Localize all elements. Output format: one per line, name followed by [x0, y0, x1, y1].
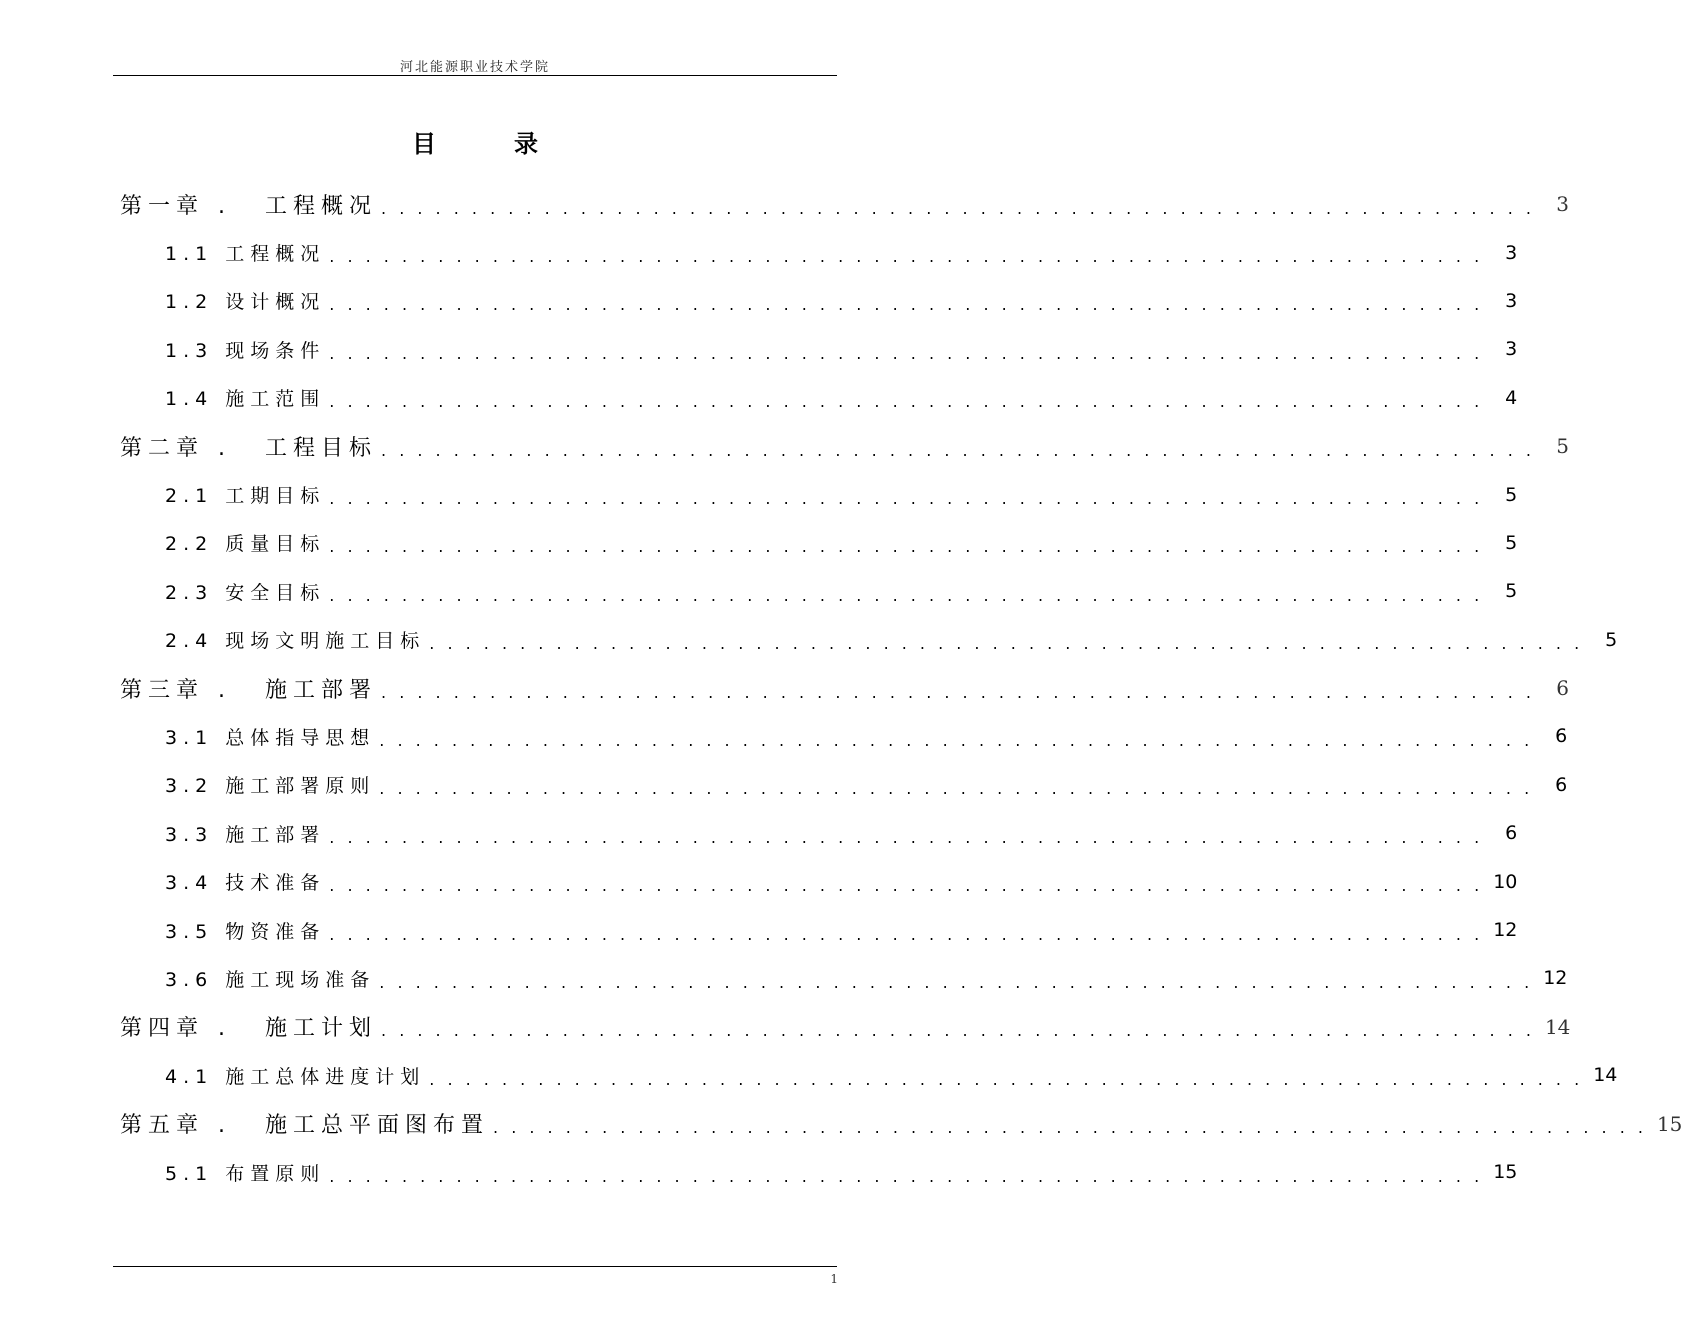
toc-section-entry[interactable]	[120, 761, 1568, 809]
toc-chapter-title: 施工计划	[265, 1016, 378, 1042]
toc-page-number: 6	[1555, 725, 1568, 748]
toc-entry-label: 2.1 工期目标	[165, 485, 326, 508]
toc-dot-leader: . . . . . . . . . . . . . . . . . . . . . . . . . . . . . . . . . . . . . . . . . . . . . . . . . . . . . . . . . . . . . . . .	[379, 779, 1534, 799]
toc-section-entry[interactable]	[120, 519, 1518, 567]
toc-entry-label	[120, 673, 377, 704]
toc-entry-label: 1.4 施工范围	[165, 388, 326, 411]
toc-page-number: 15	[1493, 1161, 1518, 1183]
toc-page-number: 3	[1556, 192, 1569, 217]
toc-dot-leader: . . . . . . . . . . . . . . . . . . . . . . . . . . . . . . . . . . . . . . . . . . . . . . . . . . . . . . . . . . . . . . . .	[329, 537, 1484, 557]
toc-page-number: 3	[1505, 241, 1518, 264]
toc-section-entry[interactable]	[120, 616, 1618, 664]
toc-page-number: 3	[1505, 338, 1518, 361]
toc-dot-leader: . . . . . . . . . . . . . . . . . . . . . . . . . . . . . . . . . . . . . . . . . . . . . . . . . . . . . . . . . . . . . . . .	[329, 1166, 1484, 1186]
toc-section-entry[interactable]	[120, 1051, 1618, 1099]
toc-entry-label: 2.2 质量目标	[165, 533, 326, 556]
header-title: 河北能源职业技术学院	[399, 60, 550, 75]
toc-entry-label: 2.4 现场文明施工目标	[165, 630, 426, 653]
toc-chapter-separator: .	[218, 677, 232, 703]
toc-page-number: 14	[1593, 1064, 1618, 1087]
toc-page-number: 12	[1493, 919, 1518, 942]
toc-entry-label	[120, 1011, 377, 1042]
toc-chapter-title: 工程目标	[265, 435, 378, 461]
toc-dot-leader: . . . . . . . . . . . . . . . . . . . . . . . . . . . . . . . . . . . . . . . . . . . . . . . . . . . . . . . . . . . . . . . .	[329, 489, 1484, 509]
toc-entry-label	[120, 431, 377, 462]
toc-entry-label: 2.3 安全目标	[165, 581, 326, 604]
toc-title-left: 目	[412, 130, 436, 158]
toc-chapter-number: 第三章	[120, 677, 205, 703]
footer-page-number: 1	[830, 1272, 838, 1286]
toc-page-number: 6	[1556, 676, 1569, 701]
toc-entry-label	[120, 1108, 489, 1139]
toc-entry-label: 3.4 技术准备	[165, 872, 326, 895]
toc-page-number: 5	[1556, 434, 1569, 459]
header-rule	[113, 75, 837, 76]
toc-dot-leader: . . . . . . . . . . . . . . . . . . . . . . . . . . . . . . . . . . . . . . . . . . . . . . . . . . . . . . . . . . . . . . . .	[381, 682, 1535, 702]
toc-section-entry[interactable]	[120, 470, 1518, 518]
toc-section-entry[interactable]	[120, 857, 1518, 905]
toc-entry-label: 1.1 工程概况	[165, 243, 326, 266]
toc-page-number: 5	[1505, 580, 1518, 603]
toc-chapter-entry[interactable]	[120, 664, 1569, 712]
toc-chapter-title: 工程概况	[265, 193, 378, 219]
toc-entry-label: 3.1 总体指导思想	[165, 726, 376, 749]
toc-dot-leader: . . . . . . . . . . . . . . . . . . . . . . . . . . . . . . . . . . . . . . . . . . . . . . . . . . . . . . . . . . . . . . . .	[381, 198, 1535, 218]
toc-section-entry[interactable]	[120, 277, 1518, 325]
toc-page-number: 15	[1656, 1111, 1682, 1136]
toc-page-number: 5	[1505, 483, 1518, 506]
toc-chapter-number: 第五章	[120, 1113, 205, 1139]
toc-dot-leader: . . . . . . . . . . . . . . . . . . . . . . . . . . . . . . . . . . . . . . . . . . . . . . . . . . . . . . . . . . . . . . . .	[329, 247, 1484, 267]
toc-section-entry[interactable]	[120, 228, 1518, 276]
toc-chapter-entry[interactable]	[120, 422, 1569, 470]
toc-section-entry[interactable]	[120, 712, 1568, 760]
toc-section-entry[interactable]	[120, 906, 1518, 954]
toc-dot-leader: . . . . . . . . . . . . . . . . . . . . . . . . . . . . . . . . . . . . . . . . . . . . . . . . . . . . . . . . . . . . . . . .	[381, 440, 1535, 460]
toc-entry-label: 4.1 施工总体进度计划	[165, 1065, 426, 1088]
toc-page-number: 5	[1505, 531, 1518, 554]
toc-chapter-separator: .	[218, 1113, 232, 1139]
toc-dot-leader: . . . . . . . . . . . . . . . . . . . . . . . . . . . . . . . . . . . . . . . . . . . . . . . . . . . . . . . . . . . . . . . .	[493, 1118, 1647, 1138]
toc-chapter-entry[interactable]	[120, 180, 1569, 228]
toc-entry-label: 1.3 现场条件	[165, 339, 326, 362]
toc-page-number: 3	[1505, 289, 1518, 312]
footer-rule	[113, 1266, 837, 1267]
toc-section-entry[interactable]	[120, 954, 1568, 1002]
toc-page-number: 6	[1555, 773, 1568, 796]
toc-chapter-number: 第四章	[120, 1016, 205, 1042]
toc-dot-leader: . . . . . . . . . . . . . . . . . . . . . . . . . . . . . . . . . . . . . . . . . . . . . . . . . . . . . . . . . . . . . . . .	[381, 1021, 1535, 1041]
toc-dot-leader: . . . . . . . . . . . . . . . . . . . . . . . . . . . . . . . . . . . . . . . . . . . . . . . . . . . . . . . . . . . . . . . .	[329, 392, 1484, 412]
toc-chapter-entry[interactable]	[120, 1099, 1682, 1147]
toc-entry-label	[120, 189, 377, 220]
toc-page-number: 12	[1543, 967, 1568, 990]
toc-page-number: 5	[1605, 628, 1618, 651]
toc-dot-leader: . . . . . . . . . . . . . . . . . . . . . . . . . . . . . . . . . . . . . . . . . . . . . . . . . . . . . . . . . . . . . . . .	[429, 1069, 1584, 1089]
toc-dot-leader: . . . . . . . . . . . . . . . . . . . . . . . . . . . . . . . . . . . . . . . . . . . . . . . . . . . . . . . . . . . . . . . .	[329, 827, 1484, 847]
toc-page-number: 10	[1493, 870, 1518, 893]
toc-dot-leader: . . . . . . . . . . . . . . . . . . . . . . . . . . . . . . . . . . . . . . . . . . . . . . . . . . . . . . . . . . . . . . . .	[329, 295, 1484, 315]
toc-section-entry[interactable]	[120, 1148, 1518, 1196]
toc-dot-leader: . . . . . . . . . . . . . . . . . . . . . . . . . . . . . . . . . . . . . . . . . . . . . . . . . . . . . . . . . . . . . . . .	[329, 585, 1484, 605]
toc-chapter-separator: .	[218, 193, 232, 219]
toc-title-right: 录	[514, 130, 538, 158]
toc-chapter-title: 施工部署	[265, 677, 378, 703]
toc-entry-label: 3.3 施工部署	[165, 823, 326, 846]
toc-entry-label: 3.5 物资准备	[165, 920, 326, 943]
toc-dot-leader: . . . . . . . . . . . . . . . . . . . . . . . . . . . . . . . . . . . . . . . . . . . . . . . . . . . . . . . . . . . . . . . .	[329, 924, 1484, 944]
toc-section-entry[interactable]	[120, 374, 1518, 422]
toc-dot-leader: . . . . . . . . . . . . . . . . . . . . . . . . . . . . . . . . . . . . . . . . . . . . . . . . . . . . . . . . . . . . . . . .	[379, 972, 1534, 992]
toc-dot-leader: . . . . . . . . . . . . . . . . . . . . . . . . . . . . . . . . . . . . . . . . . . . . . . . . . . . . . . . . . . . . . . . .	[379, 730, 1534, 750]
toc-list	[120, 180, 1682, 1196]
toc-section-entry[interactable]	[120, 325, 1518, 373]
toc-title	[0, 124, 950, 159]
toc-page-number: 14	[1544, 1014, 1571, 1039]
toc-dot-leader: . . . . . . . . . . . . . . . . . . . . . . . . . . . . . . . . . . . . . . . . . . . . . . . . . . . . . . . . . . . . . . . .	[329, 343, 1484, 363]
toc-dot-leader: . . . . . . . . . . . . . . . . . . . . . . . . . . . . . . . . . . . . . . . . . . . . . . . . . . . . . . . . . . . . . . . .	[329, 876, 1484, 896]
toc-section-entry[interactable]	[120, 809, 1518, 857]
toc-page-number: 4	[1505, 386, 1518, 409]
toc-chapter-title: 施工总平面图布置	[265, 1113, 490, 1139]
toc-page-number: 6	[1505, 822, 1518, 845]
toc-entry-label: 5.1 布置原则	[165, 1162, 326, 1185]
toc-entry-label: 3.6 施工现场准备	[165, 968, 376, 991]
toc-chapter-separator: .	[218, 435, 232, 461]
toc-section-entry[interactable]	[120, 567, 1518, 615]
toc-chapter-number: 第二章	[120, 435, 205, 461]
toc-entry-label: 3.2 施工部署原则	[165, 775, 376, 798]
toc-dot-leader: . . . . . . . . . . . . . . . . . . . . . . . . . . . . . . . . . . . . . . . . . . . . . . . . . . . . . . . . . . . . . . . .	[429, 634, 1584, 654]
toc-entry-label: 1.2 设计概况	[165, 291, 326, 314]
toc-chapter-entry[interactable]	[120, 1003, 1571, 1051]
toc-chapter-separator: .	[218, 1016, 232, 1042]
toc-chapter-number: 第一章	[120, 193, 205, 219]
